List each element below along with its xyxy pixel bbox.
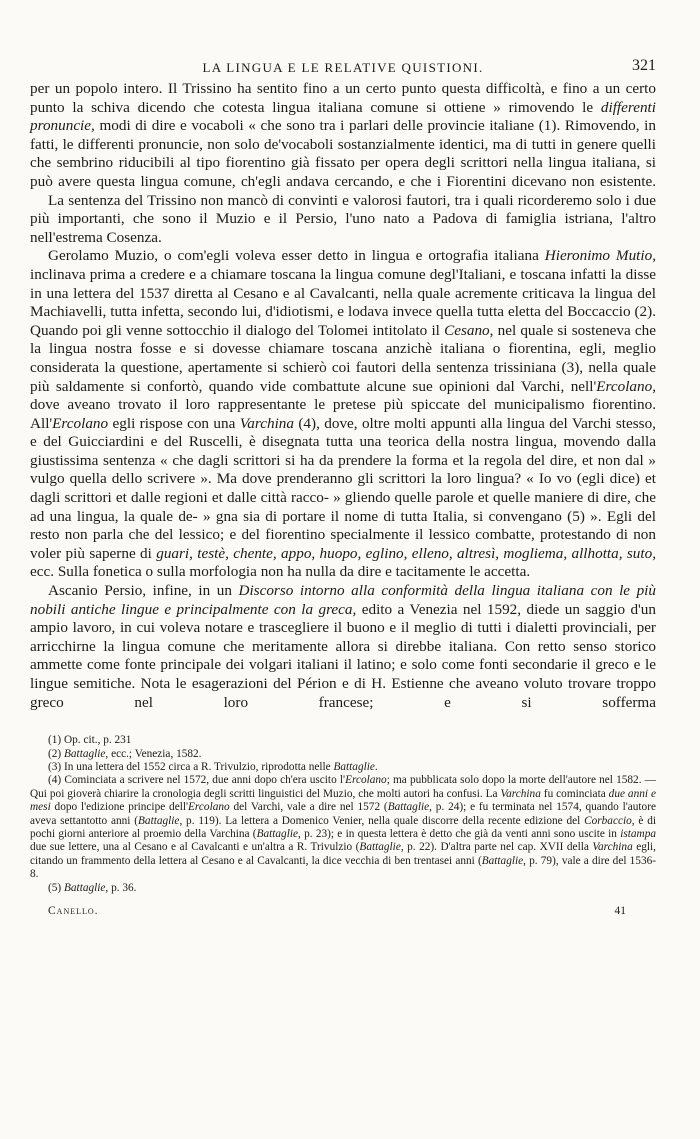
italic-text-run: Varchina — [500, 787, 541, 800]
text-run: , p. 22). D'altra parte nel cap. XVII della — [400, 841, 593, 854]
text-run: La sentenza del Trissino non mancò di convinti e valorosi fautori, tra i quali ricorderemo solo i due più importanti, che sono il Muzio e il Persio, l'uno nato a Padova di famiglia istriana, l'altro nell'estrema Cosenza. — [30, 191, 656, 246]
text-run: per un popolo intero. Il Trissino ha sentito fino a un certo punto questa difficoltà, e fino a un certo punto la schiva dicendo che cotesta lingua italiana comune si ottiene » rimovendo le — [30, 80, 656, 116]
italic-text-run: Ercolano — [596, 377, 653, 395]
text-run: , è di pochi giorni anteriore al proemio della Varchina ( — [30, 814, 656, 841]
running-header — [30, 57, 656, 80]
footnote — [30, 748, 656, 761]
text-run: , p. 79), vale a dire del 1536-8. — [30, 854, 656, 881]
footnote — [30, 774, 656, 881]
italic-text-run: Battaglie — [64, 881, 106, 894]
text-run: (4), dove, oltre molti appunti alla lingua del Varchi stesso, e del Guicciardini e del Ruscelli, è disegnata tutta una teorica della nostra lingua, movendo dalla giustissima sentenza « che dagli scrittori si ha da prendere la forma et la regola del dire, et non dal » vulgo quella dello scrivere ». Ma dove prenderanno gli scrittori la loro lingua? « Io vo (egli dice) et dagli scrittori et dalle regioni et dalle città racco- » gliendo quelle parole et quelle maniere di dire, che ad una lingua, la quale de- » gna sia di portare il nome di tutta Italia, si convengano (5) ». Egli del resto non parla che del lessico; e del fiorentino specialmente il lessico combatte, protestando di non voler più saperne di — [30, 414, 656, 562]
running-title: LA LINGUA E LE RELATIVE QUISTIONI. — [202, 60, 484, 75]
text-run: , modi di dire e vocaboli « che sono tra i parlari delle provincie italiane (1). Rimovendo, in fatti, le differenti pronuncie, non solo de'vocaboli sostanzialmente identici, ma di tutti in genere quelli che sembrino riducibili al tipo fiorentino già fissato per opera degli scrittori nella lingua italiana, si può avere questa lingua comune, ch'egli andava cercando, e che i Fiorentini dicevano non esistente. — [30, 117, 656, 190]
text-run: (4) Cominciata a scrivere nel 1572, due anni dopo ch'era uscito l' — [48, 774, 346, 787]
text-run: , p. 24); e fu terminata nel 1574, quando l'autore aveva settantotto anni ( — [30, 801, 656, 827]
italic-text-run: Ercolano — [52, 414, 109, 432]
text-run: edito a Venezia nel 1592, diede un saggio d'un ampio lavoro, in cui voleva notare e trascegliere il buono e il meglio di tutti i dialetti provinciali, per arricchirne la lingua comune che meritamente allora si direbbe italiana. Con retto senso storico ammette come fonte principale dei volgari italiani il latino; e solo come fonti secondarie il greco e le lingue semitiche. Nota le esagerazioni del Périon e di H. Estienne che aveano voluto trovare troppo greco nel loro francese; e si sofferma — [30, 600, 656, 711]
text-run: (3) In una lettera del 1552 circa a R. Trivulzio, riprodotta nelle — [48, 761, 334, 773]
page-footer — [30, 905, 656, 921]
body-text — [30, 80, 656, 712]
paragraph — [30, 192, 656, 248]
italic-text-run: Battaglie — [138, 814, 180, 827]
sheet-number: 41 — [614, 905, 626, 918]
text-run: due sue lettere, una al Cesano e al Cavalcanti e un'altra a R. Trivulzio ( — [30, 841, 360, 854]
italic-text-run: differenti pronuncie — [30, 98, 656, 135]
text-run: ; ma pubblicata solo dopo la morte dell'autore nel 1582. — Qui poi gioverà chiarire la cronologia degli scritti linguistici del Muzio, che molti autori ha confusi. La — [30, 774, 656, 800]
signature-mark: Canello. — [48, 905, 99, 918]
italic-text-run: Corbaccio — [584, 814, 632, 827]
paragraph — [30, 80, 656, 192]
italic-text-run: Discorso intorno alla conformità della lingua italiana con le più nobili antiche lingue e principalmente con la greca, — [30, 582, 656, 618]
text-run: , p. 23); e in questa lettera è detto che già da venti anni sono uscite in — [298, 828, 621, 841]
italic-text-run: Cesano — [444, 321, 490, 339]
page-number: 321 — [632, 57, 656, 74]
italic-text-run: Battaglie — [387, 801, 430, 814]
text-run: . — [374, 761, 378, 773]
text-run: , p. 119). La lettera a Domenico Venier, nella quale discorre della recente edizione del — [179, 814, 585, 827]
text-run: dopo l'edizione principe dell' — [50, 801, 189, 814]
italic-text-run: Ercolano — [345, 774, 387, 787]
italic-text-run: Varchina — [239, 414, 294, 432]
footnote — [30, 734, 656, 747]
footnote — [30, 882, 656, 895]
text-run: (1) Op. cit., p. 231 — [48, 734, 132, 747]
italic-text-run: guari, testè, chente, appo, huopo, eglino, elleno, altresì, mogliema, allhotta, suto, — [156, 544, 656, 562]
text-run: , nel quale si sosteneva che la lingua nostra fosse e si dovesse chiamare toscana anzichè italiana o fiorentina, egli, meglio considerata la questione, apertamente si schierò coi fautori della sentenza trissiniana (3), nella quale più saldamente si confortò, quando vide combattute alcune sue opinioni dal Varchi, nell' — [30, 321, 656, 395]
italic-text-run: Battaglie — [256, 828, 298, 841]
italic-text-run: istampa — [620, 828, 656, 841]
italic-text-run: Varchina — [592, 841, 633, 854]
italic-text-run: Hieronimo Mutio — [544, 247, 653, 265]
paragraph — [30, 582, 656, 712]
footnotes — [30, 734, 656, 895]
text-run: , ecc.; Venezia, 1582. — [105, 747, 202, 760]
text-run: egli, citando un frammento della lettera al Cesano e al Cavalcanti, la dice vecchia di ben trentasei anni ( — [30, 841, 656, 867]
italic-text-run: Battaglie — [333, 761, 375, 773]
italic-text-run: Battaglie — [481, 854, 524, 867]
italic-text-run: Battaglie — [359, 841, 401, 854]
text-run: ecc. Sulla fonetica o sulla morfologia non ha nulla da dire e tacitamente le accetta. — [30, 563, 531, 581]
paragraph — [30, 247, 656, 582]
text-run: (5) — [48, 881, 64, 894]
text-run: Gerolamo Muzio, o com'egli voleva esser detto in lingua e ortografia italiana — [48, 247, 545, 265]
text-run: , p. 36. — [105, 881, 137, 894]
text-run: (2) — [48, 747, 64, 760]
text-run: Ascanio Persio, infine, in un — [48, 582, 239, 600]
text-run: del Varchi, vale a dire nel 1572 ( — [229, 801, 388, 814]
italic-text-run: due anni e mesi — [30, 787, 656, 814]
italic-text-run: Ercolano — [188, 801, 230, 814]
italic-text-run: Battaglie — [64, 747, 106, 760]
footnote — [30, 761, 656, 774]
text-run: egli rispose con una — [108, 414, 240, 432]
text-run: fu cominciata — [540, 787, 609, 800]
text-run: , dove aveano trovato il loro rappresentante le pretese più spiccate del municipalismo fiorentino. All' — [30, 377, 656, 432]
text-run: , inclinava prima a credere e a chiamare toscana la lingua comune degl'Italiani, e toscana infatti la disse in una lettera del 1537 diretta al Cesano e al Cavalcanti, nella quale acremente criticava la lingua del Machiavelli, tutta infetta, secondo lui, d'idiotismi, e lodava invece quella tutta eletta del Boccaccio (2). Quando poi gli venne sottocchio il dialogo del Tolomei intitolato il — [30, 247, 656, 339]
